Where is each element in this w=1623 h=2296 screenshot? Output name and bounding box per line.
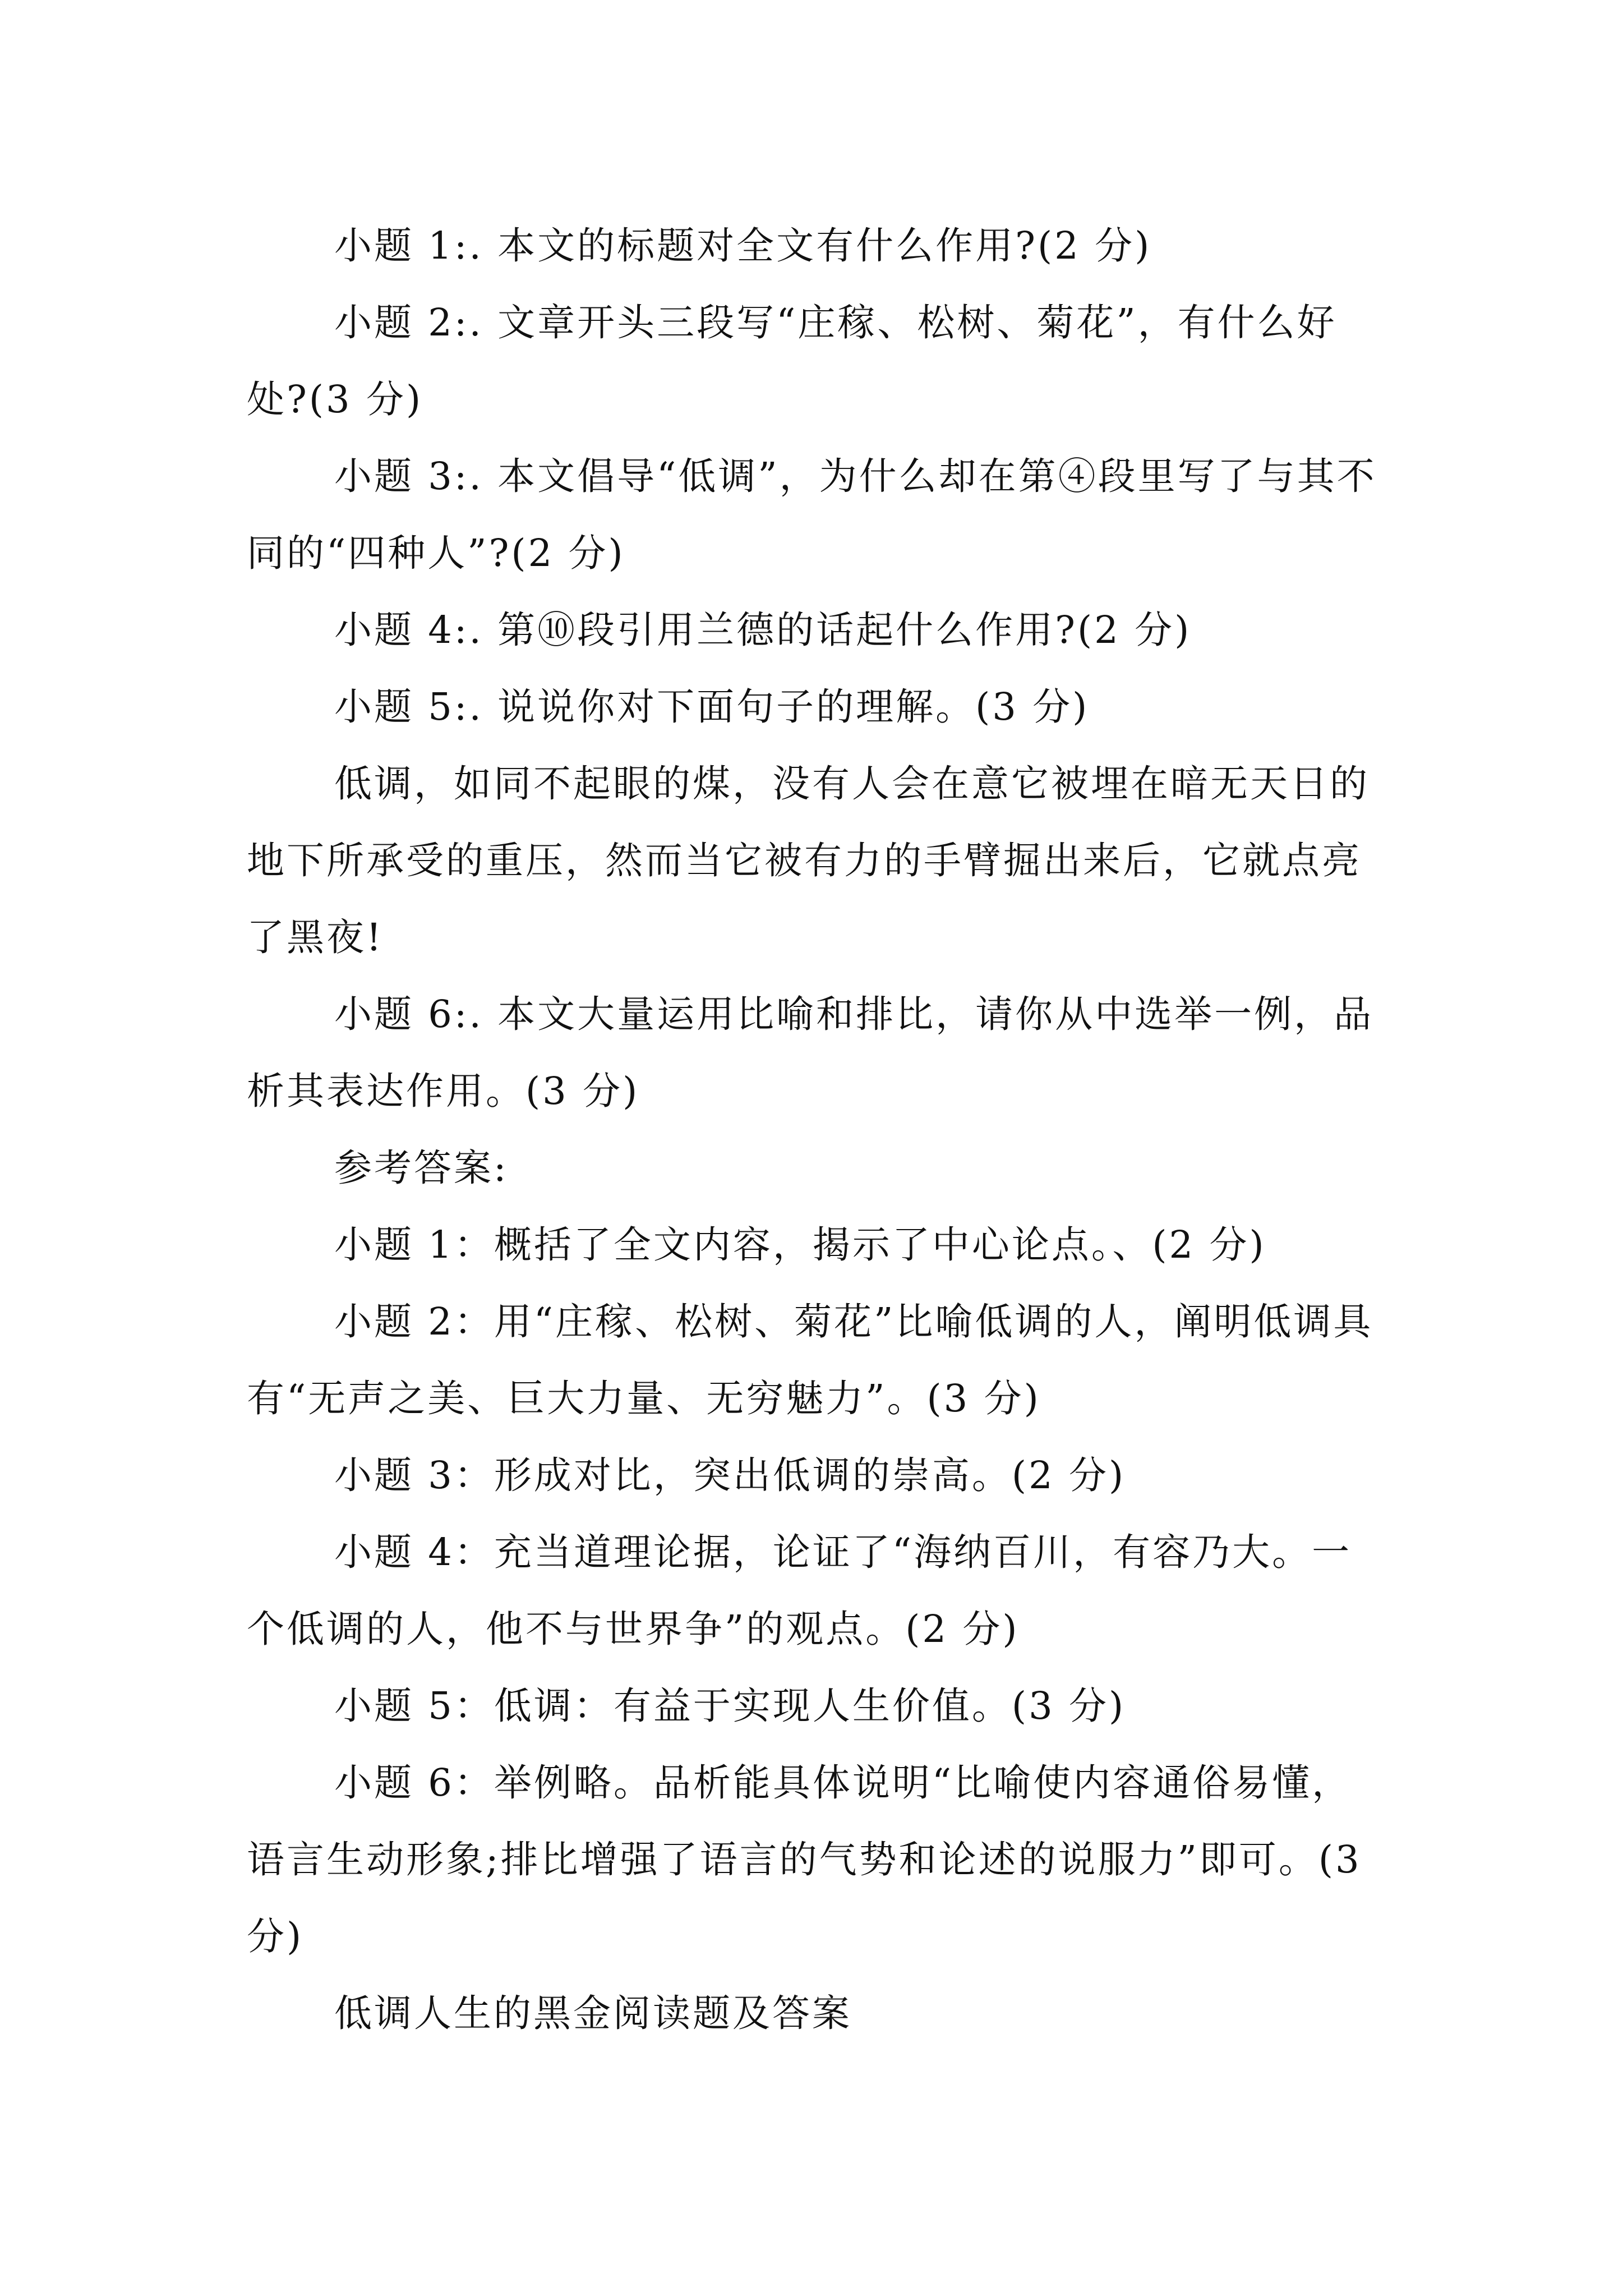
answer-5: 小题 5：低调：有益于实现人生价值。(3 分)	[334, 1684, 1126, 1728]
answer-4: 小题 4：充当道理论据，论证了“海纳百川，有容乃大。一个低调的人，他不与世界争”的观点。(2 分)	[247, 1530, 1352, 1651]
document-title: 低调人生的黑金阅读题及答案	[334, 1991, 852, 2035]
answer-3: 小题 3：形成对比，突出低调的崇高。(2 分)	[334, 1453, 1126, 1497]
question-1: 小题 1:. 本文的标题对全文有什么作用?(2 分)	[334, 224, 1152, 268]
question-6: 小题 6:. 本文大量运用比喻和排比，请你从中选举一例，品析其表达作用。(3 分)	[247, 992, 1374, 1113]
quoted-sentence: 低调，如同不起眼的煤，没有人会在意它被埋在暗无天日的地下所承受的重压，然而当它被有力的手臂掘出来后，它就点亮了黑夜!	[247, 762, 1370, 959]
answer-6: 小题 6：举例略。品析能具体说明“比喻使内容通俗易懂，语言生动形象;排比增强了语言的气势和论述的说服力”即可。(3 分)	[247, 1761, 1376, 1958]
question-3: 小题 3:. 本文倡导“低调”，为什么却在第④段里写了与其不同的“四种人”?(2 分)	[247, 454, 1377, 575]
answers-heading: 参考答案:	[334, 1146, 509, 1190]
question-2: 小题 2:. 文章开头三段写“庄稼、松树、菊花”，有什么好处?(3 分)	[247, 301, 1337, 421]
document-body	[247, 208, 1391, 2052]
answer-1: 小题 1：概括了全文内容，揭示了中心论点。、(2 分)	[334, 1223, 1266, 1267]
question-4: 小题 4:. 第⑩段引用兰德的话起什么作用?(2 分)	[334, 608, 1192, 652]
question-5: 小题 5:. 说说你对下面句子的理解。(3 分)	[334, 685, 1090, 729]
answer-2: 小题 2：用“庄稼、松树、菊花”比喻低调的人，阐明低调具有“无声之美、巨大力量、无穷魅力”。(3 分)	[247, 1300, 1373, 1420]
